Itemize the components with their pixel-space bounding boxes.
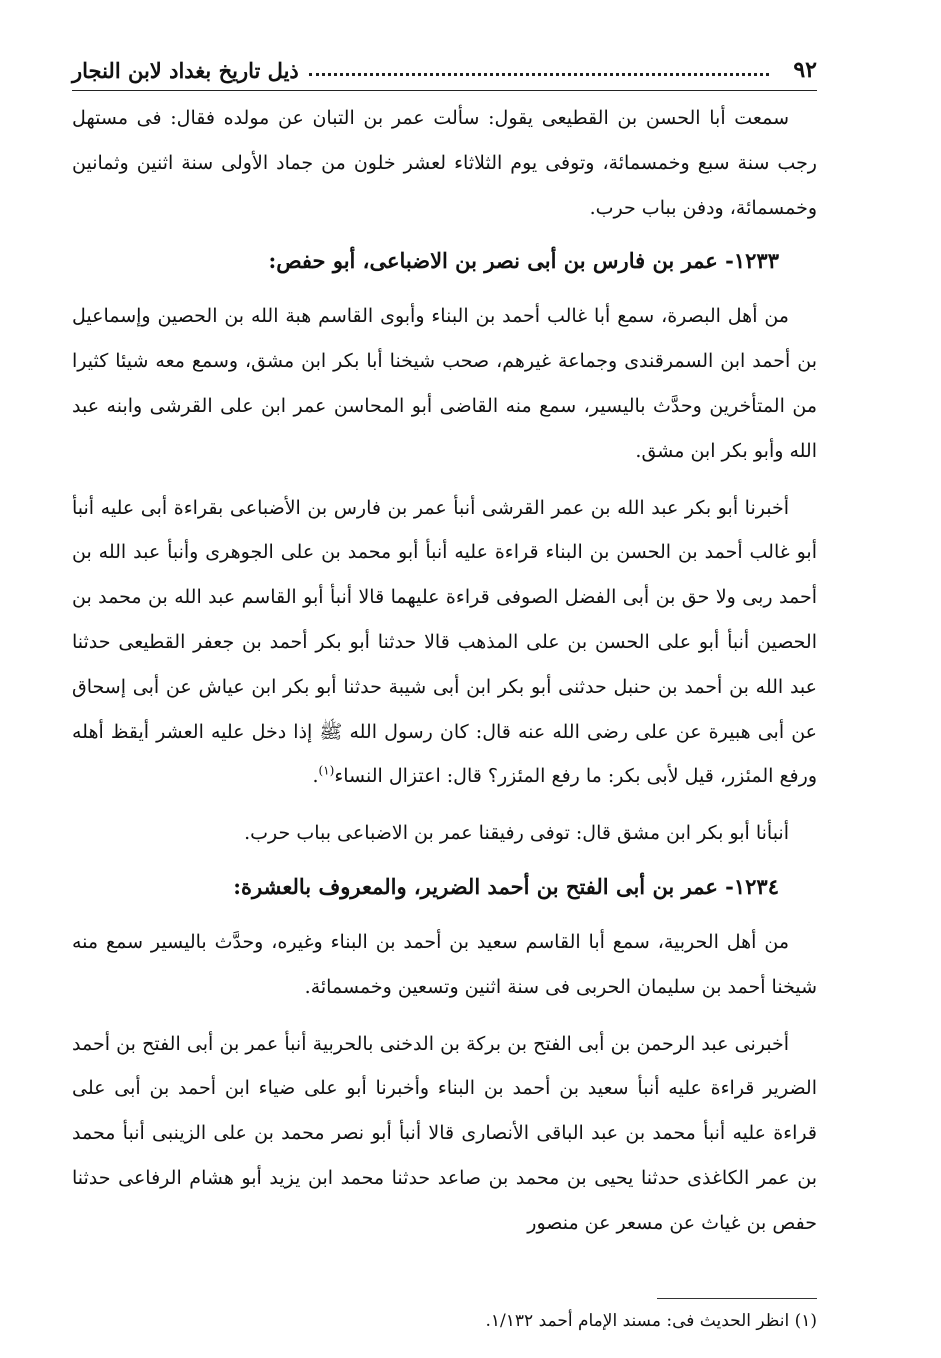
paragraph-biography-1233: من أهل البصرة، سمع أبا غالب أحمد بن البناء وأبوى القاسم هبة الله بن الحصين وإسماعيل بن أحمد ابن السمرقندى وجماعة غيرهم، صحب شيخنا أبا بكر ابن مشق، وسمع معه شيئا كثيرا من المتأخرين وحدَّث باليسير، سمع منه القاضى أبو المحاسن عمر ابن على القرشى وابنه عبد الله وأبو بكر ابن مشق.	[72, 305, 817, 462]
footnote-separator	[657, 1298, 817, 1299]
paragraph-death-note: أنبأنا أبو بكر ابن مشق قال: توفى رفيقنا عمر بن الاضباعى بباب حرب.	[244, 822, 789, 845]
paragraph-death-date: سمعت أبا الحسن بن القطيعى يقول: سألت عمر بن التبان عن مولده فقال: فى مستهل رجب سنة سبع وخمسمائة، وتوفى يوم الثلاثاء لعشر خلون من جماد الأولى سنة اثنين وثمانين وخمسمائة، ودفن بباب حرب.	[72, 107, 817, 219]
page-body	[72, 96, 817, 1246]
running-header	[72, 50, 817, 91]
footnote: (١) انظر الحديث فى: مسند الإمام أحمد ١/١٣٢.	[485, 1311, 817, 1331]
entry-heading-1234: ١٢٣٤- عمر بن أبى الفتح بن أحمد الضرير، والمعروف بالعشرة:	[233, 873, 779, 899]
paragraph-hadith-chain	[72, 486, 817, 800]
hadith-chain-end: .	[312, 765, 319, 788]
entry-heading-1233: ١٢٣٣- عمر بن فارس بن أبى نصر بن الاضباعى، أبو حفص:	[268, 248, 779, 274]
hadith-chain-text: أخبرنا أبو بكر عبد الله بن عمر القرشى أنبأ عمر بن فارس بن الأضباعى بقراءة أبى عليه أنبأ أبو غالب أحمد بن الحسن بن البناء قراءة عليه أنبأ أبو محمد بن على الجوهرى وأنبأ عبد الله بن أحمد ربى ولا حق بن أبى الفضل الصوفى قراءة عليهما قالا أنبأ أبو القاسم عبد الله بن محمد بن الحصين أنبأ أبو على الحسن بن على المذهب قالا حدثنا أبو بكر أحمد بن جعفر القطيعى حدثنا عبد الله بن أحمد بن حنبل حدثنى أبو بكر ابن أبى شيبة حدثنا أبو بكر ابن عياش عن أبى إسحاق عن أبى هبيرة عن على رضى الله عنه قال: كان رسول الله ﷺ إذا دخل عليه العشر أيقظ أهله ورفع المئزر، قيل لأبى بكر: ما رفع المئزر؟ قال: اعتزال النساء	[72, 496, 817, 788]
page-number: ٩٢	[793, 57, 817, 83]
paragraph-hadith-chain-2: أخبرنى عبد الرحمن بن أبى الفتح بن بركة بن الدخنى بالحربية أنبأ عمر بن أبى الفتح بن أحمد الضرير قراءة عليه أنبأ سعيد بن أحمد بن البناء وأخبرنا أبو على ضياء ابن أحمد بن أبى على قراءة عليه أنبأ محمد بن عبد الباقى الأنصارى قالا أنبأ أبو نصر محمد بن على الزينبى أنبأ محمد بن عمر الكاغذى حدثنا يحيى بن محمد بن صاعد حدثنا محمد ابن يزيد أبو هشام الرفاعى حدثنا حفص بن غياث عن مسعر عن منصور	[72, 1032, 817, 1234]
paragraph-biography-1234: من أهل الحربية، سمع أبا القاسم سعيد بن أحمد بن البناء وغيره، وحدَّث باليسير سمع منه شيخنا أحمد بن سليمان الحربى فى سنة اثنين وتسعين وخمسمائة.	[72, 930, 817, 998]
footnote-reference: (١)	[318, 764, 335, 779]
book-page	[72, 0, 817, 1358]
book-title: ذيل تاريخ بغداد لابن النجار	[72, 57, 299, 83]
header-dot-leader	[309, 73, 770, 76]
